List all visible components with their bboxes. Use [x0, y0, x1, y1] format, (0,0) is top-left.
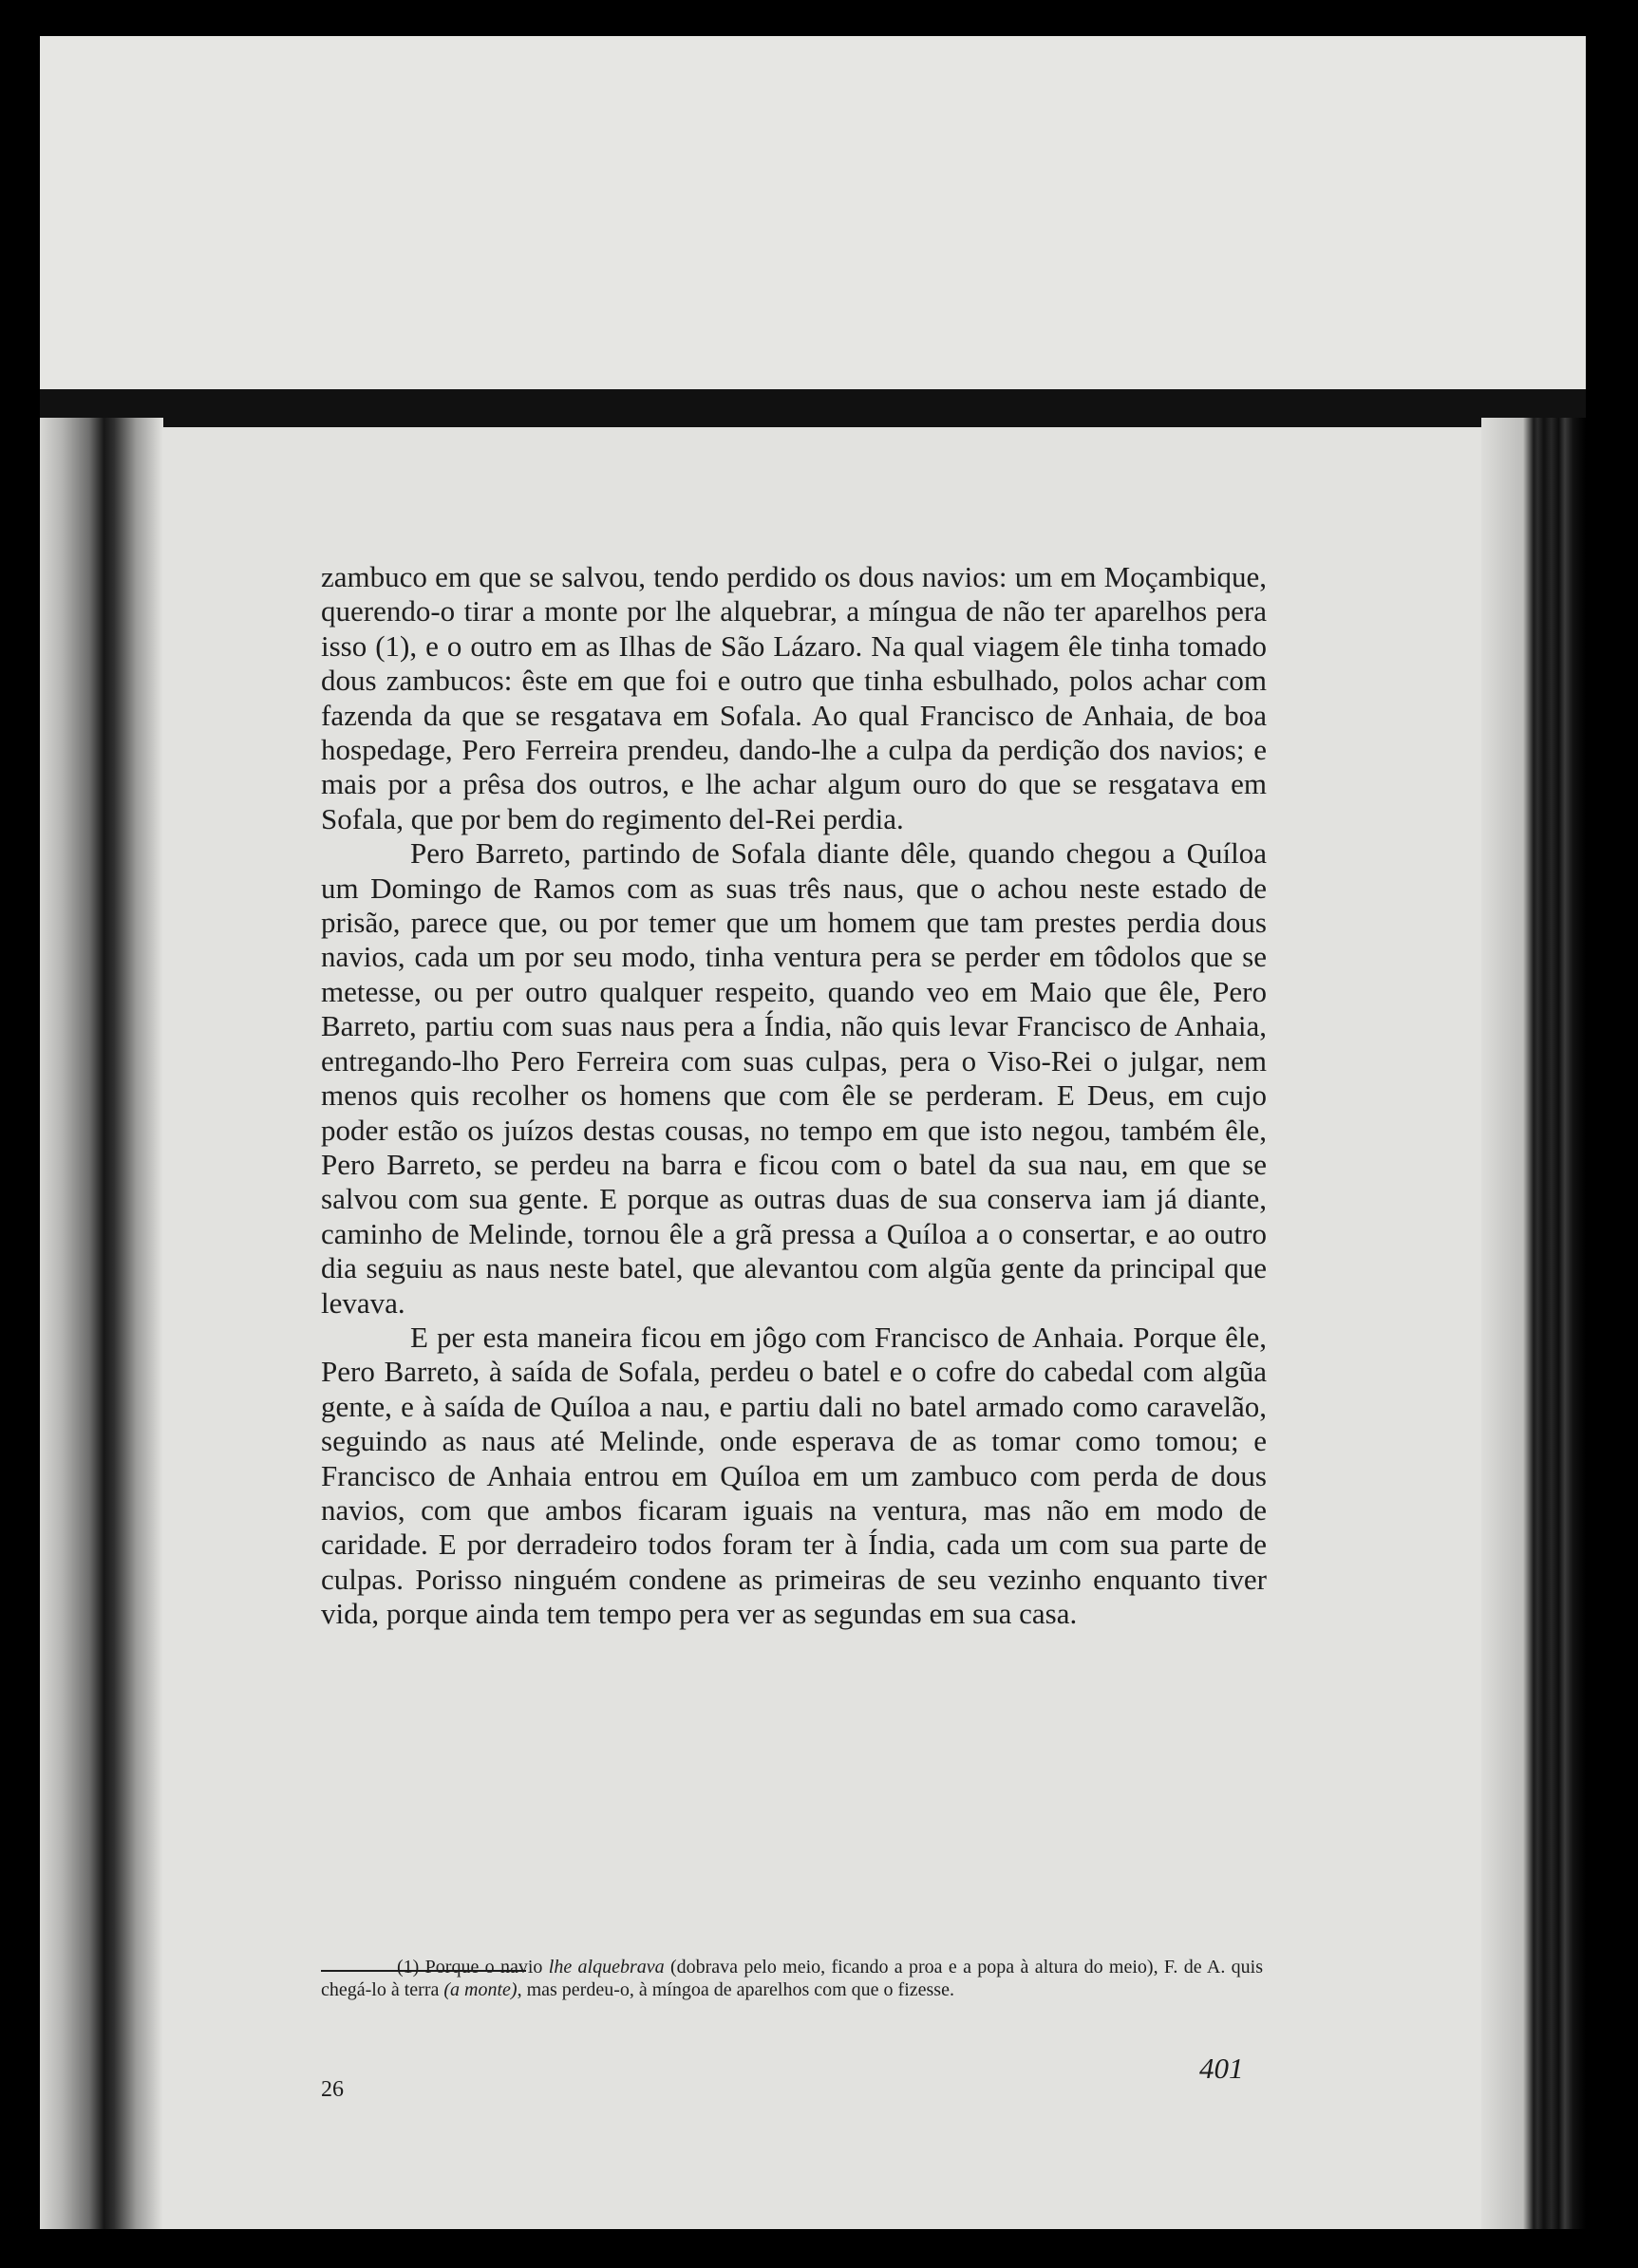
footnote-part-3: , mas perdeu-o, à míngoa de aparelhos com que o fizesse. [517, 1979, 954, 2000]
footnote [321, 1956, 1263, 2001]
footnote-italic-2: (a monte) [443, 1979, 518, 2000]
main-text [321, 560, 1267, 1632]
footnote-part-1: (1) Porque o navio [397, 1957, 549, 1977]
footnote-italic-1: lhe alquebrava [548, 1957, 665, 1977]
paragraph-1: zambuco em que se salvou, tendo perdido os dous navios: um em Moçambique, querendo-o tirar a monte por lhe alquebrar, a míngua de não ter aparelhos pera isso (1), e o outro em as Ilhas de São Lázaro. Na qual viagem êle tinha tomado dous zambucos: êste em que foi e outro que tinha esbulhado, polos achar com fazenda da que se resgatava em Sofala. Ao qual Francisco de Anhaia, de boa hospedage, Pero Ferreira prendeu, dando-lhe a culpa da perdição dos navios; e mais por a prêsa dos outros, e lhe achar algum ouro do que se resgatava em Sofala, que por bem do regimento del-Rei perdia. [321, 560, 1267, 835]
paragraph-3: E per esta maneira ficou em jôgo com Francisco de Anhaia. Porque êle, Pero Barreto, à saída de Sofala, perdeu o batel e o cofre do cabedal com algũa gente, e à saída de Quíloa a nau, e partiu dali no batel armado como caravelão, seguindo as naus até Melinde, onde esperava de as tomar como tomou; e Francisco de Anhaia entrou em Quíloa em um zambuco com perda de dous navios, com que ambos ficaram iguais na ventura, mas não em modo de caridade. E por derradeiro todos foram ter à Índia, cada um com sua parte de culpas. Porisso ninguém condene as primeiras de seu vezinho enquanto tiver vida, porque ainda tem tempo pera ver as segundas em sua casa. [321, 1320, 1267, 1631]
left-binding-shadow [40, 418, 163, 2229]
right-page-edge-shadow [1481, 418, 1586, 2229]
page-number: 26 [321, 2077, 344, 2102]
archive-number: 401 [1199, 2052, 1244, 2085]
paragraph-2: Pero Barreto, partindo de Sofala diante dêle, quando chegou a Quíloa um Domingo de Ramos com as suas três naus, que o achou neste estado de prisão, parece que, ou por temer que um homem que tam prestes perdia dous navios, cada um por seu modo, tinha ventura pera se perder em tôdolos que se metesse, ou per outro qualquer respeito, quando veo em Maio que êle, Pero Barreto, partiu com suas naus pera a Índia, não quis levar Francisco de Anhaia, entregando-lho Pero Ferreira com suas culpas, pera o Viso-Rei o julgar, nem menos quis recolher os homens que com êle se perderam. E Deus, em cujo poder estão os juízos destas cousas, no tempo em que isto negou, também êle, Pero Barreto, se perdeu na barra e ficou com o batel da sua nau, em que se salvou com sua gente. E porque as outras duas de sua conserva iam já diante, caminho de Melinde, tornou êle a grã pressa a Quíloa a o consertar, e ao outro dia seguiu as naus neste batel, que alevantou com algũa gente da principal que levava. [321, 836, 1267, 1320]
footnote-part-2: (dobrava pelo meio, ficando a proa e a popa à altura do meio), F. de A. quis chegá-lo à terra [321, 1957, 1263, 2000]
footnote-text [321, 1956, 1263, 2001]
top-dark-border [40, 389, 1586, 427]
